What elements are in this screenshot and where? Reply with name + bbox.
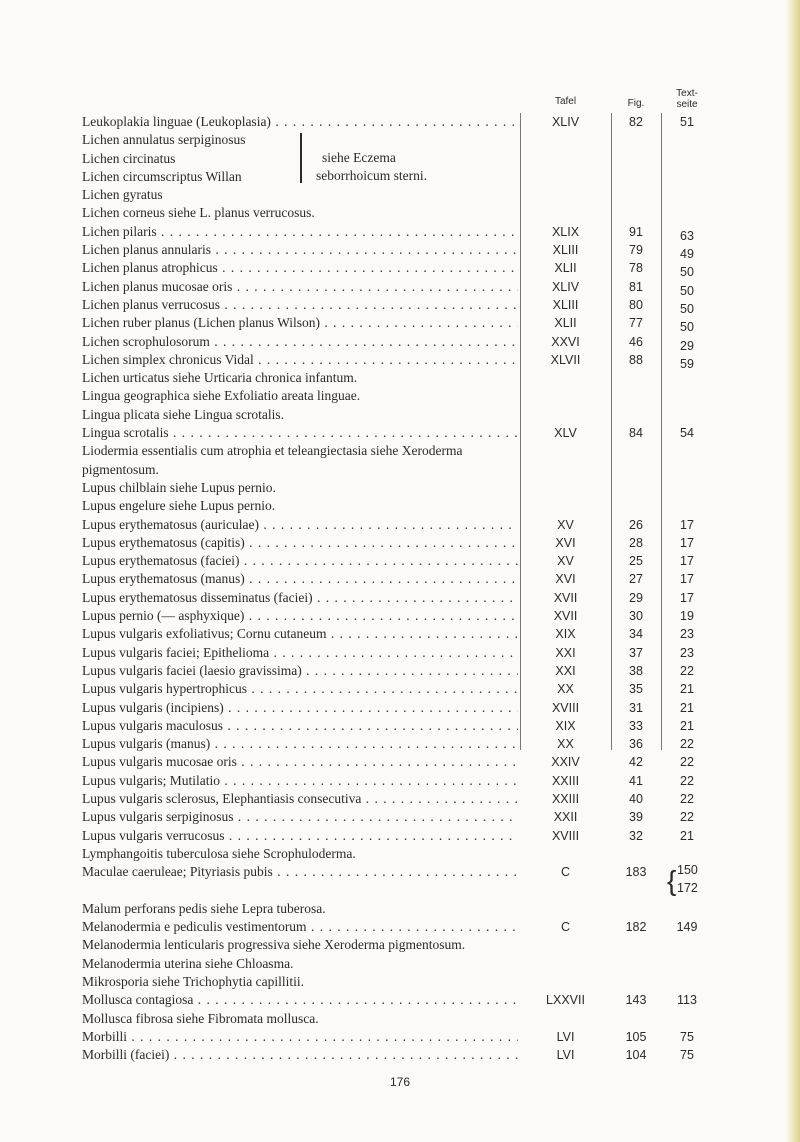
tafel-value: LXXVII <box>546 993 585 1008</box>
index-entry-text <box>82 699 518 717</box>
index-row <box>82 991 722 1009</box>
figure-number: 78 <box>629 261 643 276</box>
text-page: 63 <box>680 228 694 243</box>
figure-number: 33 <box>629 718 643 733</box>
tafel-value: XVI <box>555 535 576 550</box>
text-page: 59 <box>680 356 694 371</box>
index-entry-text <box>82 735 518 753</box>
header-textseite-line2: seite <box>676 99 698 110</box>
group-note-line2: seborrhoicum sterni. <box>316 168 427 183</box>
index-row <box>82 406 722 424</box>
figure-number: 31 <box>629 700 643 715</box>
entry-label: Lichen simplex chronicus Vidal <box>82 351 254 367</box>
index-entry-text <box>82 534 518 552</box>
page-edge-shadow <box>786 0 800 1142</box>
figure-number: 84 <box>629 426 643 441</box>
figure-number: 46 <box>629 334 643 349</box>
entry-label: Lichen ruber planus (Lichen planus Wilson) <box>82 315 321 331</box>
index-entry-text <box>82 552 518 570</box>
entry-label: Mollusca contagiosa <box>82 992 194 1008</box>
index-entry-text <box>82 863 518 881</box>
text-page: 21 <box>680 682 694 697</box>
entry-continuation: pigmentosum. <box>82 461 159 477</box>
index-entry-text <box>82 808 518 826</box>
entry-label: Lichen pilaris <box>82 223 157 239</box>
figure-number: 88 <box>629 352 643 367</box>
entry-label: Mikrosporia siehe Trichophytia capillitii. <box>82 973 304 989</box>
figure-number: 182 <box>625 920 647 935</box>
tafel-value: XLVII <box>550 352 581 367</box>
index-entry-text <box>82 973 722 991</box>
index-entry-text <box>82 717 518 735</box>
tafel-value: XXIII <box>551 773 580 788</box>
index-entry-text <box>82 259 518 277</box>
figure-number: 104 <box>625 1048 647 1063</box>
entry-label: Lupus vulgaris maculosus <box>82 717 223 733</box>
index-row <box>82 113 722 131</box>
index-entry-text <box>82 351 518 369</box>
index-row <box>82 296 722 314</box>
figure-number: 29 <box>629 590 643 605</box>
index-entry-text <box>82 772 518 790</box>
text-page: 75 <box>680 1048 694 1063</box>
index-row <box>82 259 722 280</box>
index-entry-text <box>82 204 722 222</box>
index-row <box>82 607 722 625</box>
text-page: 149 <box>676 920 698 935</box>
tafel-value: XV <box>557 554 574 569</box>
index-entry-text <box>82 991 518 1009</box>
index-entry-text <box>82 607 518 625</box>
text-page: 23 <box>680 627 694 642</box>
group-note-line1: siehe Eczema <box>322 150 396 165</box>
index-entry-text <box>82 241 518 259</box>
entry-label: Malum perforans pedis siehe Lepra tuberosa. <box>82 900 326 916</box>
entry-label: Lupus vulgaris (incipiens) <box>82 699 224 715</box>
entry-label: Lupus vulgaris; Mutilatio <box>82 772 220 788</box>
figure-number: 28 <box>629 535 643 550</box>
index-entry-text <box>82 790 518 808</box>
entry-label: Lichen annulatus serpiginosus <box>82 132 246 148</box>
tafel-value: LVI <box>556 1048 575 1063</box>
entry-label: Lupus engelure siehe Lupus pernio. <box>82 498 276 514</box>
tafel-value: XX <box>557 682 574 697</box>
index-row <box>82 442 722 479</box>
tafel-value: XLV <box>554 426 577 441</box>
entry-label: Lingua geographica siehe Exfoliatio areata linguae. <box>82 388 361 404</box>
index-row <box>82 570 722 588</box>
entry-label: Lupus vulgaris verrucosus <box>82 827 225 843</box>
page-number: 176 <box>389 1075 411 1089</box>
entry-label: Lichen circinatus <box>82 150 176 166</box>
text-page: 50 <box>680 301 694 316</box>
header-textseite-line1: Text- <box>676 88 698 99</box>
index-entry-text <box>82 589 518 607</box>
index-row <box>82 241 722 262</box>
text-page: 22 <box>680 810 694 825</box>
index-row <box>82 699 722 717</box>
index-row <box>82 900 722 918</box>
tafel-value: XIX <box>555 718 576 733</box>
figure-number: 41 <box>629 773 643 788</box>
index-entry-text <box>82 827 518 845</box>
header-tafel: Tafel <box>554 96 577 107</box>
index-entry-text <box>82 406 722 424</box>
text-page: 150 <box>677 863 698 878</box>
figure-number: 36 <box>629 737 643 752</box>
figure-number: 82 <box>629 115 643 129</box>
tafel-value: XLII <box>554 261 577 276</box>
tafel-value: XX <box>557 737 574 752</box>
text-page: 29 <box>680 338 694 353</box>
index-row <box>82 479 722 497</box>
tafel-value: XLIV <box>551 279 580 294</box>
entry-label: Lupus pernio (— asphyxique) <box>82 608 245 624</box>
index-entry-text <box>82 150 722 168</box>
tafel-value: XXIV <box>551 755 580 770</box>
index-row <box>82 827 722 845</box>
text-page: 22 <box>680 773 694 788</box>
tafel-value: C <box>560 865 571 880</box>
text-page: 51 <box>680 115 694 129</box>
index-entry-text <box>82 918 518 936</box>
tafel-value: XVI <box>555 572 576 587</box>
index-row <box>82 918 722 936</box>
header-fig: Fig. <box>627 98 645 109</box>
entry-label: Lupus vulgaris faciei; Epithelioma <box>82 644 270 660</box>
figure-number: 37 <box>629 645 643 660</box>
text-page: 17 <box>680 535 694 550</box>
index-row <box>82 424 722 442</box>
tafel-value: XVIII <box>551 828 580 843</box>
figure-number: 26 <box>629 517 643 532</box>
index-entry-text <box>82 1028 518 1046</box>
text-page: 21 <box>680 700 694 715</box>
index-row <box>82 863 722 900</box>
figure-number: 81 <box>629 279 643 294</box>
index-row <box>82 387 722 405</box>
tafel-value: XLIII <box>552 297 579 312</box>
index-row <box>82 662 722 680</box>
figure-number: 40 <box>629 791 643 806</box>
index-row <box>82 223 722 241</box>
index-row <box>82 955 722 973</box>
tafel-value: XV <box>557 517 574 532</box>
entry-label: Melanodermia e pediculis vestimentorum <box>82 919 307 935</box>
entry-label: Lupus vulgaris (manus) <box>82 736 211 752</box>
header-textseite <box>661 88 713 110</box>
figure-number: 38 <box>629 663 643 678</box>
entry-label: Lupus vulgaris faciei (laesio gravissima) <box>82 662 302 678</box>
entry-label: Lingua scrotalis <box>82 425 169 441</box>
index-entry-text <box>82 570 518 588</box>
text-page: 23 <box>680 645 694 660</box>
index-entry-text <box>82 845 722 863</box>
text-page: 50 <box>680 283 694 298</box>
index-row <box>82 735 722 753</box>
entry-label: Lichen planus mucosae oris <box>82 278 233 294</box>
entry-label: Melanodermia lenticularis progressiva siehe Xeroderma pigmentosum. <box>82 937 466 953</box>
tafel-value: C <box>560 920 571 935</box>
index-entry-text <box>82 131 722 149</box>
index-row <box>82 1010 722 1028</box>
text-page: 17 <box>680 590 694 605</box>
figure-number: 39 <box>629 810 643 825</box>
index-row <box>82 552 722 570</box>
index-row <box>82 1028 722 1046</box>
figure-number: 34 <box>629 627 643 642</box>
entry-label: Leukoplakia linguae (Leukoplasia) <box>82 114 271 129</box>
entry-label: Lupus vulgaris sclerosus, Elephantiasis consecutiva <box>82 790 362 806</box>
index-entry-text <box>82 387 722 405</box>
index-entry-text <box>82 625 518 643</box>
entry-label: Lingua plicata siehe Lingua scrotalis. <box>82 406 285 422</box>
tafel-value: XLII <box>554 316 577 331</box>
entry-label: Lichen gyratus <box>82 187 163 203</box>
entry-label: Lymphangoitis tuberculosa siehe Scrophuloderma. <box>82 845 356 861</box>
index-entry-text <box>82 900 722 918</box>
figure-number: 80 <box>629 297 643 312</box>
text-page: 22 <box>680 755 694 770</box>
text-page: 17 <box>680 572 694 587</box>
text-page: 19 <box>680 609 694 624</box>
index-entry-text <box>82 442 722 479</box>
figure-number: 77 <box>629 316 643 331</box>
index-row <box>82 1046 722 1064</box>
tafel-value: XLIV <box>551 115 580 129</box>
text-page: 75 <box>680 1029 694 1044</box>
index-row <box>82 333 722 351</box>
tafel-value: XXII <box>553 810 578 825</box>
entry-label: Lupus vulgaris exfoliativus; Cornu cutaneum <box>82 626 327 642</box>
index-entry-text <box>82 314 518 332</box>
text-page: 172 <box>677 881 698 896</box>
text-page: 22 <box>680 663 694 678</box>
entry-label: Lupus erythematosus (manus) <box>82 571 245 587</box>
index-row <box>82 790 722 808</box>
index-entry-text <box>82 113 518 131</box>
page-brace-group <box>667 863 712 899</box>
index-entry-text <box>82 662 518 680</box>
index-entry-text <box>82 1046 518 1064</box>
text-page: 54 <box>680 426 694 441</box>
index-entry-text <box>82 168 722 186</box>
figure-number: 32 <box>629 828 643 843</box>
entry-label: Lichen circumscriptus Willan <box>82 168 242 184</box>
index-row <box>82 168 722 186</box>
text-page: 22 <box>680 737 694 752</box>
index-entry-text <box>82 333 518 351</box>
figure-number: 143 <box>625 993 647 1008</box>
entry-label: Liodermia essentialis cum atrophia et teleangiectasia siehe Xeroderma <box>82 443 463 459</box>
index-entry-text <box>82 186 722 204</box>
index-row <box>82 150 722 168</box>
index-entries <box>82 113 722 1064</box>
entry-label: Lupus chilblain siehe Lupus pernio. <box>82 479 276 495</box>
index-entry-text <box>82 424 518 442</box>
index-row <box>82 534 722 552</box>
entry-label: Lupus erythematosus (auriculae) <box>82 516 259 532</box>
figure-number: 35 <box>629 682 643 697</box>
figure-number: 105 <box>625 1029 647 1044</box>
index-entry-text <box>82 369 722 387</box>
entry-label: Lupus erythematosus disseminatus (faciei) <box>82 589 313 605</box>
index-entry-text <box>82 223 518 241</box>
index-entry-text <box>82 278 518 296</box>
tafel-value: XVII <box>553 609 578 624</box>
index-row <box>82 772 722 790</box>
entry-label: Lichen scrophulosorum <box>82 333 210 349</box>
tafel-value: XXI <box>555 645 576 660</box>
index-entry-text <box>82 936 722 954</box>
entry-label: Lichen corneus siehe L. planus verrucosus. <box>82 205 315 221</box>
index-row <box>82 314 722 335</box>
entry-label: Lupus vulgaris mucosae oris <box>82 754 237 770</box>
entry-label: Morbilli (faciei) <box>82 1047 170 1063</box>
tafel-value: LVI <box>556 1029 575 1044</box>
tafel-value: XXIII <box>551 791 580 806</box>
entry-label: Lupus vulgaris hypertrophicus <box>82 681 247 697</box>
index-entry-text <box>82 296 518 314</box>
index-row <box>82 680 722 698</box>
index-row <box>82 973 722 991</box>
text-page: 50 <box>680 320 694 335</box>
index-row <box>82 936 722 954</box>
text-page: 50 <box>680 265 694 280</box>
figure-number: 183 <box>625 865 647 880</box>
brace-icon: { <box>667 865 677 897</box>
figure-number: 25 <box>629 554 643 569</box>
figure-number: 27 <box>629 572 643 587</box>
index-row <box>82 497 722 515</box>
index-entry-text <box>82 497 722 515</box>
tafel-value: XVIII <box>551 700 580 715</box>
index-row <box>82 516 722 534</box>
entry-label: Lupus erythematosus (faciei) <box>82 553 240 569</box>
index-row <box>82 186 722 204</box>
index-row <box>82 204 722 222</box>
index-entry-text <box>82 1010 722 1028</box>
index-row <box>82 644 722 662</box>
entry-label: Lupus erythematosus (capitis) <box>82 534 245 550</box>
index-entry-text <box>82 955 722 973</box>
tafel-value: XVII <box>553 590 578 605</box>
text-page: 21 <box>680 718 694 733</box>
figure-number: 42 <box>629 755 643 770</box>
index-entry-text <box>82 753 518 771</box>
entry-label: Melanodermia uterina siehe Chloasma. <box>82 955 294 971</box>
text-page: 113 <box>677 993 697 1008</box>
entry-label: Maculae caeruleae; Pityriasis pubis <box>82 864 273 880</box>
tafel-value: XXI <box>555 663 576 678</box>
index-row <box>82 625 722 643</box>
index-entry-text <box>82 680 518 698</box>
tafel-value: XLIX <box>551 224 580 239</box>
entry-label: Lupus vulgaris serpiginosus <box>82 809 234 825</box>
index-row <box>82 845 722 863</box>
entry-label: Lichen planus annularis <box>82 242 211 258</box>
index-entry-text <box>82 479 722 497</box>
index-row <box>82 351 722 369</box>
text-page: 49 <box>680 247 694 262</box>
figure-number: 91 <box>629 224 643 239</box>
tafel-value: XLIII <box>552 243 579 258</box>
text-page: 17 <box>680 554 694 569</box>
entry-label: Lichen planus verrucosus <box>82 296 220 312</box>
index-row <box>82 131 722 149</box>
figure-number: 30 <box>629 609 643 624</box>
index-entry-text <box>82 516 518 534</box>
index-row <box>82 278 722 296</box>
index-row <box>82 808 722 826</box>
entry-label: Morbilli <box>82 1028 128 1044</box>
text-page: 22 <box>680 791 694 806</box>
entry-label: Mollusca fibrosa siehe Fibromata mollusca. <box>82 1010 319 1026</box>
index-row <box>82 717 722 735</box>
index-row <box>82 369 722 387</box>
entry-label: Lichen urticatus siehe Urticaria chronica infantum. <box>82 370 358 386</box>
figure-number: 79 <box>629 243 643 258</box>
tafel-value: XIX <box>555 627 576 642</box>
index-row <box>82 753 722 771</box>
index-entry-text <box>82 644 518 662</box>
text-page: 17 <box>680 517 694 532</box>
entry-label: Lichen planus atrophicus <box>82 260 218 276</box>
text-page: 21 <box>680 828 694 843</box>
tafel-value: XXVI <box>551 334 580 349</box>
index-row <box>82 589 722 607</box>
